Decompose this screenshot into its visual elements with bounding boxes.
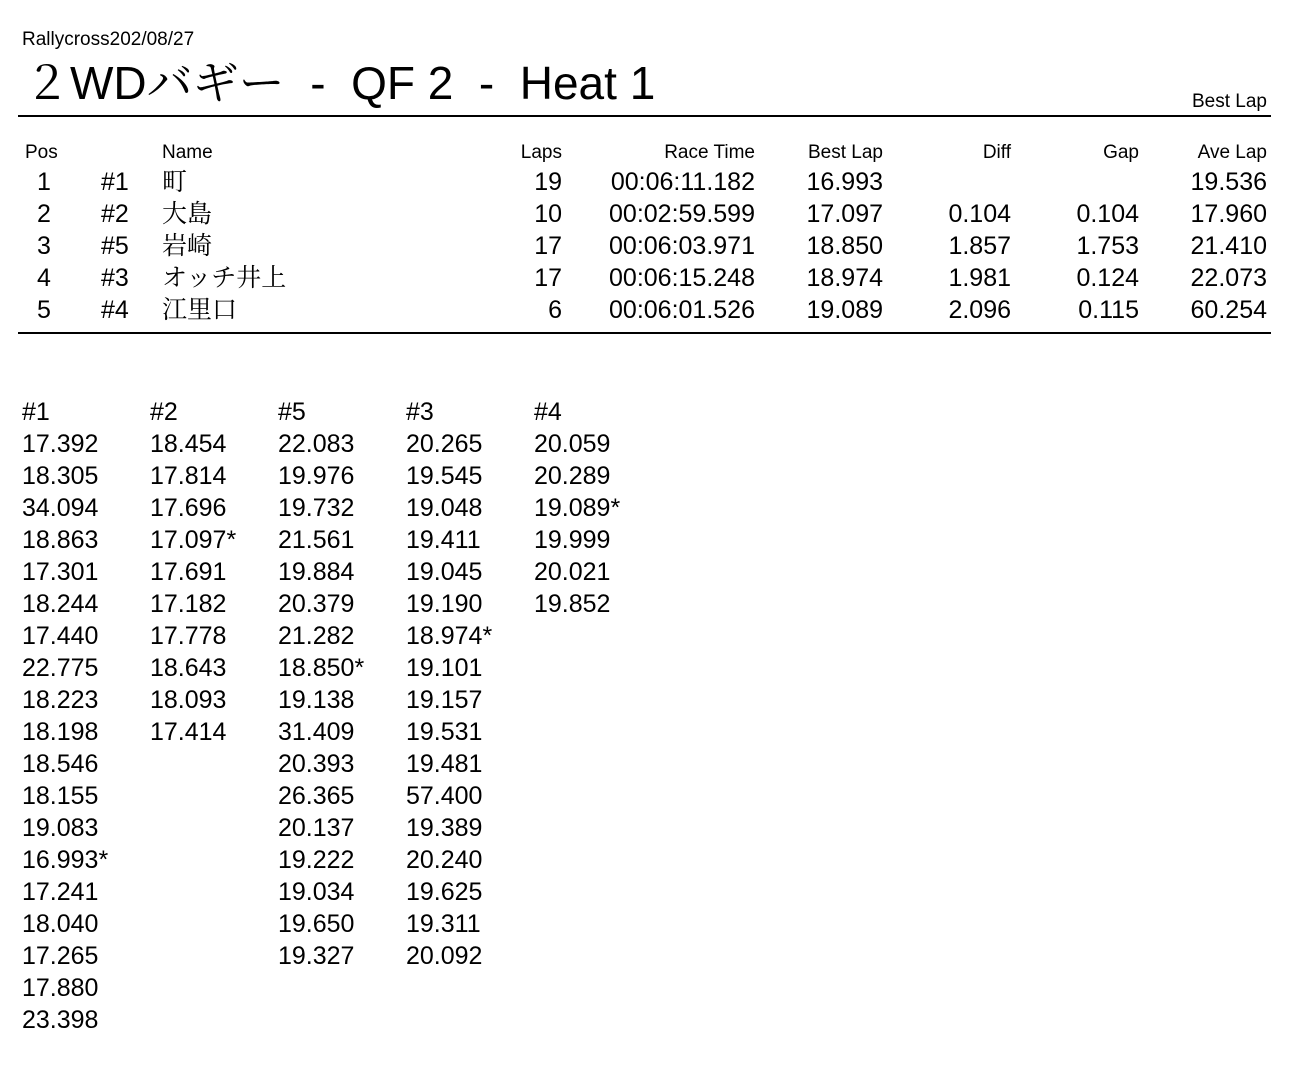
lap-time: 18.305 (22, 462, 99, 490)
result-gap: 0.124 (1076, 264, 1139, 292)
lap-time: 19.222 (278, 846, 355, 874)
lap-time: 17.440 (22, 622, 99, 650)
lap-time: 20.289 (534, 462, 611, 490)
lap-time: 17.301 (22, 558, 99, 586)
lap-time: 18.546 (22, 750, 99, 778)
result-diff: 1.981 (948, 264, 1011, 292)
lap-time: 18.454 (150, 430, 227, 458)
result-laps: 17 (534, 264, 562, 292)
col-header-best-lap: Best Lap (808, 142, 883, 163)
col-header-laps: Laps (520, 142, 562, 163)
lap-time: 19.157 (406, 686, 483, 714)
lap-time: 18.093 (150, 686, 227, 714)
lap-time: 57.400 (406, 782, 483, 810)
lap-time: 20.265 (406, 430, 483, 458)
lap-time: 20.137 (278, 814, 355, 842)
result-race-time: 00:06:11.182 (610, 168, 755, 196)
result-car-number: #4 (101, 296, 129, 324)
lap-times-column (278, 396, 406, 972)
lap-time: 17.392 (22, 430, 99, 458)
result-car-number: #2 (101, 200, 129, 228)
lap-time: 26.365 (278, 782, 355, 810)
top-rule (18, 115, 1271, 117)
lap-time: 17.097* (150, 526, 237, 554)
lap-times-car-header: #1 (22, 398, 50, 426)
col-header-name: Name (162, 142, 213, 163)
lap-time: 18.198 (22, 718, 99, 746)
lap-time: 18.244 (22, 590, 99, 618)
result-diff: 2.096 (948, 296, 1011, 324)
result-driver-name: オッチ井上 (162, 264, 287, 292)
result-best-lap: 19.089 (806, 296, 883, 324)
result-driver-name: 町 (162, 168, 188, 196)
lap-time: 18.850* (278, 654, 365, 682)
lap-time: 19.048 (406, 494, 483, 522)
result-pos: 3 (37, 232, 51, 260)
result-ave-lap: 17.960 (1190, 200, 1267, 228)
lap-time: 19.650 (278, 910, 355, 938)
lap-time: 22.775 (22, 654, 99, 682)
result-diff: 1.857 (948, 232, 1011, 260)
col-header-gap: Gap (1103, 142, 1139, 163)
lap-time: 34.094 (22, 494, 99, 522)
result-race-time: 00:06:15.248 (609, 264, 755, 292)
lap-times-car-header: #4 (534, 398, 562, 426)
lap-times-column (406, 396, 534, 972)
result-car-number: #5 (101, 232, 129, 260)
lap-time: 17.778 (150, 622, 227, 650)
result-gap: 1.753 (1076, 232, 1139, 260)
report-subtitle: Rallycross202/08/27 (22, 29, 195, 50)
result-pos: 2 (37, 200, 51, 228)
best-lap-tag: Best Lap (1192, 91, 1267, 112)
result-pos: 5 (37, 296, 51, 324)
result-laps: 10 (534, 200, 562, 228)
result-diff: 0.104 (948, 200, 1011, 228)
lap-time: 20.092 (406, 942, 483, 970)
result-driver-name: 岩崎 (162, 232, 213, 260)
result-driver-name: 江里口 (162, 296, 238, 324)
result-car-number: #3 (101, 264, 129, 292)
lap-time: 23.398 (22, 1006, 99, 1034)
lap-time: 17.414 (150, 718, 227, 746)
lap-time: 18.643 (150, 654, 227, 682)
lap-time: 18.155 (22, 782, 99, 810)
col-header-diff: Diff (982, 142, 1011, 163)
lap-time: 16.993* (22, 846, 109, 874)
lap-time: 19.190 (406, 590, 483, 618)
result-best-lap: 18.974 (806, 264, 883, 292)
results-row (0, 198, 1293, 230)
lap-time: 20.021 (534, 558, 611, 586)
lap-time: 19.138 (278, 686, 355, 714)
lap-time: 19.034 (278, 878, 355, 906)
lap-time: 19.311 (406, 910, 481, 938)
result-pos: 1 (37, 168, 51, 196)
results-row (0, 294, 1293, 326)
result-race-time: 00:02:59.599 (609, 200, 755, 228)
lap-time: 19.884 (278, 558, 355, 586)
lap-time: 31.409 (278, 718, 355, 746)
lap-time: 19.852 (534, 590, 611, 618)
result-ave-lap: 21.410 (1190, 232, 1267, 260)
lap-time: 19.045 (406, 558, 483, 586)
lap-time: 19.625 (406, 878, 483, 906)
result-race-time: 00:06:01.526 (609, 296, 755, 324)
result-ave-lap: 19.536 (1190, 168, 1267, 196)
lap-time: 19.101 (406, 654, 483, 682)
result-laps: 6 (548, 296, 562, 324)
lap-time: 20.059 (534, 430, 611, 458)
lap-time: 19.976 (278, 462, 355, 490)
results-row (0, 166, 1293, 198)
result-gap: 0.104 (1076, 200, 1139, 228)
lap-times-car-header: #3 (406, 398, 434, 426)
lap-time: 19.327 (278, 942, 355, 970)
result-gap: 0.115 (1078, 296, 1139, 324)
lap-time: 20.240 (406, 846, 483, 874)
lap-time: 19.999 (534, 526, 611, 554)
lap-time: 19.481 (406, 750, 483, 778)
lap-times-car-header: #2 (150, 398, 178, 426)
result-best-lap: 16.993 (806, 168, 883, 196)
lap-time: 17.880 (22, 974, 99, 1002)
lap-times-car-header: #5 (278, 398, 306, 426)
lap-time: 19.389 (406, 814, 483, 842)
lap-time: 19.089* (534, 494, 621, 522)
bottom-rule (18, 332, 1271, 334)
lap-time: 20.393 (278, 750, 355, 778)
lap-time: 17.691 (150, 558, 227, 586)
lap-time: 20.379 (278, 590, 355, 618)
results-header-row (0, 141, 1293, 165)
col-header-race-time: Race Time (664, 142, 755, 163)
lap-time: 18.863 (22, 526, 99, 554)
lap-time: 18.223 (22, 686, 99, 714)
lap-times-column (534, 396, 662, 620)
lap-times-column (150, 396, 278, 748)
result-car-number: #1 (101, 168, 129, 196)
lap-time: 17.241 (22, 878, 99, 906)
lap-times-column (22, 396, 150, 1036)
lap-time: 22.083 (278, 430, 355, 458)
result-pos: 4 (37, 264, 51, 292)
lap-time: 17.265 (22, 942, 99, 970)
result-driver-name: 大島 (162, 200, 213, 228)
lap-time: 21.561 (278, 526, 355, 554)
result-ave-lap: 60.254 (1190, 296, 1267, 324)
col-header-ave-lap: Ave Lap (1197, 142, 1267, 163)
results-row (0, 230, 1293, 262)
results-row (0, 262, 1293, 294)
lap-time: 19.732 (278, 494, 355, 522)
lap-time: 21.282 (278, 622, 355, 650)
result-laps: 17 (534, 232, 562, 260)
result-ave-lap: 22.073 (1190, 264, 1267, 292)
result-laps: 19 (534, 168, 562, 196)
lap-time: 19.411 (406, 526, 481, 554)
lap-time: 17.814 (150, 462, 227, 490)
result-race-time: 00:06:03.971 (609, 232, 755, 260)
result-best-lap: 17.097 (806, 200, 883, 228)
col-header-pos: Pos (25, 142, 58, 163)
lap-time: 17.182 (150, 590, 227, 618)
lap-time: 17.696 (150, 494, 227, 522)
lap-time: 19.083 (22, 814, 99, 842)
report-title: ２WDバギー - QF 2 - Heat 1 (24, 57, 656, 109)
lap-time: 19.531 (406, 718, 483, 746)
lap-time: 18.974* (406, 622, 493, 650)
lap-time: 19.545 (406, 462, 483, 490)
result-best-lap: 18.850 (806, 232, 883, 260)
lap-time: 18.040 (22, 910, 99, 938)
